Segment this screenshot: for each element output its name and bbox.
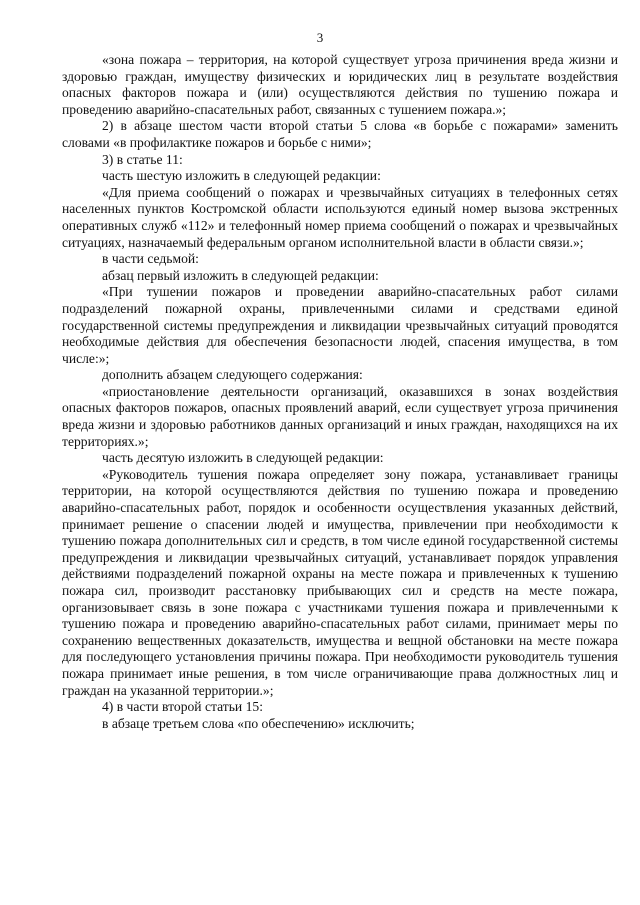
- paragraph-item-4: 4) в части второй статьи 15:: [102, 699, 263, 715]
- paragraph-part-seven-intro: в части седьмой:: [102, 251, 199, 267]
- paragraph-item-3: 3) в статье 11:: [102, 151, 183, 167]
- paragraph-item-2: 2) в абзаце шестом части второй статьи 5 слова «в борьбе с пожарами» заменить словами «в профилактике пожаров и борьбе с ними»;: [62, 118, 618, 150]
- paragraph-part-six-intro: часть шестую изложить в следующей редакции:: [102, 168, 381, 184]
- page-number: 3: [316, 30, 324, 45]
- paragraph-first-clause-text: «При тушении пожаров и проведении аварийно-спасательных работ силами подразделений пожарной охраны, привлеченными силами и средствами единой государственной системы предупреждения и ликвидации чрезвычайных ситуаций проводятся необходимые действия для обеспечения безопасности людей, спасения имущества, в том числе:»;: [62, 284, 618, 366]
- paragraph-supplement-intro: дополнить абзацем следующего содержания:: [102, 367, 363, 383]
- paragraph-third-clause: в абзаце третьем слова «по обеспечению» исключить;: [102, 715, 415, 731]
- document-body: [62, 52, 618, 732]
- paragraph-part-ten-intro: часть десятую изложить в следующей редакции:: [102, 450, 384, 466]
- paragraph-part-six-text: «Для приема сообщений о пожарах и чрезвычайных ситуациях в телефонных сетях населенных пунктов Костромской области используются единый номер вызова экстренных оперативных служб «112» и телефонный номер приема сообщений о пожарах и чрезвычайных ситуациях, назначаемый федеральным органом исполнительной власти в области связи.»;: [62, 184, 618, 250]
- paragraph-part-ten-text: «Руководитель тушения пожара определяет зону пожара, устанавливает границы территории, на которой осуществляются действия по тушению пожара и проведению аварийно-спасательных работ, порядок и особенности осуществления указанных действий, принимает решение о спасении людей и имущества, привлечении при необходимости к тушению пожара дополнительных сил и средств, в том числе единой государственной системы предупреждения и ликвидации чрезвычайных ситуаций, устанавливает порядок управления действиями подразделений пожарной охраны на месте пожара и привлеченных к тушению пожара сил, производит расстановку прибывающих сил и средств на месте пожара, организовывает связь в зоне пожара с участниками тушения пожара и привлеченными к тушению пожара и проведению аварийно-спасательных работ силами, принимает меры по сохранению вещественных доказательств, имущества и вещной обстановки на месте пожара для последующего установления причины пожара. При необходимости руководитель тушения пожара принимает иные решения, в том числе ограничивающие права должностных лиц и граждан на указанной территории.»;: [62, 466, 618, 698]
- paragraph-fire-zone-definition: «зона пожара – территория, на которой существует угроза причинения вреда жизни и здоровью граждан, имуществу физических и юридических лиц в результате воздействия опасных факторов пожара и (или) осуществляются действия по тушению пожара и проведению аварийно-спасательных работ, связанных с тушением пожара.»;: [62, 52, 618, 117]
- paragraph-first-clause-intro: абзац первый изложить в следующей редакции:: [102, 267, 379, 283]
- paragraph-supplement-text: «приостановление деятельности организаций, оказавшихся в зонах воздействия опасных факторов пожаров, опасных проявлений аварий, если существует угроза причинения вреда жизни и здоровью работников данных организаций и иных граждан, находящихся на их территориях.»;: [62, 383, 618, 449]
